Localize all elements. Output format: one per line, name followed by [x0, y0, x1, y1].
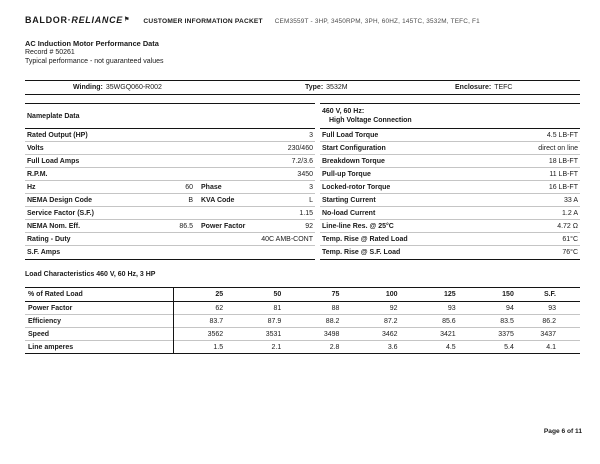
- row-value: 3450: [297, 170, 313, 178]
- cell-value: 3562: [207, 330, 224, 338]
- performance-note: Typical performance - not guaranteed values: [25, 58, 164, 65]
- cell-value: 83.5: [500, 317, 514, 325]
- cell-value: 83.7: [209, 317, 224, 325]
- row-mid-value: B: [188, 196, 193, 204]
- row-label: Hz: [27, 183, 36, 191]
- row-label-2: Phase: [201, 183, 222, 191]
- reliance-flag-icon: ⚑: [124, 17, 130, 23]
- column-header: S.F.: [543, 291, 556, 298]
- cell-value: 3.6: [387, 343, 398, 351]
- baldor-reliance-logo: [25, 15, 129, 25]
- column-header: 50: [273, 291, 282, 298]
- row-value: 18 LB-FT: [548, 157, 578, 165]
- row-value: 230/460: [287, 144, 313, 152]
- nameplate-section: [25, 103, 580, 260]
- hv-header-line1: 460 V, 60 Hz:: [322, 108, 365, 115]
- row-value: 11 LB-FT: [549, 170, 578, 178]
- winding-label: Winding:: [73, 84, 103, 91]
- cell-value: 94: [506, 304, 514, 312]
- nameplate-data-table: [25, 103, 315, 260]
- cell-value: 92: [389, 304, 398, 312]
- type-value: 3532M: [326, 84, 348, 91]
- brand-baldor: BALDOR: [25, 15, 68, 25]
- cell-value: 3437: [540, 330, 556, 338]
- table-row: [320, 220, 580, 233]
- table-row: [320, 129, 580, 142]
- table-row: [320, 181, 580, 194]
- row-label: Service Factor (S.F.): [27, 209, 94, 217]
- row-mid-value: 60: [185, 183, 193, 191]
- winding-value: 35WGQ060-R002: [105, 84, 162, 91]
- row-value: 3: [309, 131, 313, 139]
- nameplate-header-text: Nameplate Data: [27, 112, 80, 120]
- row-label: Volts: [27, 144, 44, 152]
- packet-title: CUSTOMER INFORMATION PACKET: [143, 18, 263, 25]
- row-value: 4.5 LB-FT: [546, 131, 578, 139]
- column-header: 125: [444, 291, 456, 298]
- cell-value: 3421: [440, 330, 456, 338]
- table-row: [320, 233, 580, 246]
- winding-summary-bar: [25, 80, 580, 95]
- row-label: Temp. Rise @ Rated Load: [322, 235, 408, 243]
- row-value: 4.72 Ω: [557, 222, 578, 230]
- cell-value: 87.2: [383, 317, 398, 325]
- row-label-2: Power Factor: [201, 222, 246, 230]
- hv-header-line2: High Voltage Connection: [329, 117, 412, 124]
- row-label: No-load Current: [322, 209, 376, 217]
- enclosure-field: [455, 81, 512, 94]
- row-label: Breakdown Torque: [322, 157, 385, 165]
- cell-value: 4.5: [445, 343, 456, 351]
- brand-separator: ·: [67, 15, 72, 25]
- table-row: [320, 246, 580, 259]
- column-header: 150: [502, 291, 514, 298]
- row-label-2: KVA Code: [201, 196, 235, 204]
- winding-field: [73, 81, 162, 94]
- row-label: Line-line Res. @ 25°C: [322, 222, 394, 230]
- row-label: NEMA Design Code: [27, 196, 93, 204]
- cell-value: 1.5: [213, 343, 224, 351]
- cell-value: 5.4: [504, 343, 514, 351]
- table-row: [25, 315, 580, 328]
- cell-value: 2.8: [329, 343, 340, 351]
- row-value: direct on line: [538, 144, 578, 152]
- cell-value: 93: [447, 304, 456, 312]
- table-row: [25, 246, 315, 259]
- row-value: 40C AMB-CONT: [261, 235, 313, 243]
- row-label: Full Load Amps: [27, 157, 80, 165]
- table-row: [320, 168, 580, 181]
- record-number: Record # 50261: [25, 49, 75, 56]
- enclosure-label: Enclosure:: [455, 84, 492, 91]
- table-header-row: [25, 288, 580, 302]
- row-label: R.P.M.: [27, 170, 48, 178]
- brand-reliance: RELIANCE: [71, 15, 124, 25]
- load-characteristics-table: [25, 287, 580, 354]
- row-label: Temp. Rise @ S.F. Load: [322, 249, 401, 256]
- table-row: [320, 194, 580, 207]
- type-field: [305, 81, 348, 94]
- cell-value: 3375: [498, 330, 514, 338]
- type-label: Type:: [305, 84, 324, 91]
- cell-value: 93: [548, 304, 556, 312]
- table-row: [25, 181, 315, 194]
- cell-value: 4.1: [546, 343, 556, 351]
- cell-value: 3531: [265, 330, 282, 338]
- row-label: Efficiency: [25, 315, 173, 328]
- row-label: S.F. Amps: [27, 249, 61, 256]
- row-value: 33 A: [563, 196, 578, 204]
- table-row: [25, 207, 315, 220]
- table-row: [320, 142, 580, 155]
- table-row: [25, 302, 580, 315]
- table-row: [320, 207, 580, 220]
- table-row: [25, 233, 315, 246]
- row-value: 16 LB-FT: [548, 183, 578, 191]
- document-header: [25, 15, 582, 25]
- cell-value: 88: [331, 304, 340, 312]
- row-label: Rated Output (HP): [27, 131, 88, 139]
- table-row: [25, 328, 580, 341]
- row-label: Pull-up Torque: [322, 170, 371, 178]
- table-row: [25, 155, 315, 168]
- high-voltage-connection-table: [320, 103, 580, 260]
- row-label: Locked-rotor Torque: [322, 183, 391, 191]
- nameplate-table-header: [25, 104, 315, 129]
- row-label: Full Load Torque: [322, 131, 379, 139]
- row-value: 1.2 A: [562, 209, 578, 217]
- row-value: 76°C: [562, 249, 578, 256]
- table-row: [25, 129, 315, 142]
- cell-value: 62: [215, 304, 224, 312]
- row-value: 61°C: [562, 235, 578, 243]
- row-value: 7.2/3.6: [291, 157, 313, 165]
- cell-value: 86.2: [542, 317, 556, 325]
- row-mid-value: 86.5: [179, 222, 193, 230]
- cell-value: 81: [273, 304, 282, 312]
- column-header: 25: [215, 291, 224, 298]
- table-row: [25, 168, 315, 181]
- row-value: L: [309, 196, 313, 204]
- cell-value: 3462: [381, 330, 398, 338]
- table-row: [320, 155, 580, 168]
- table-row: [25, 142, 315, 155]
- table-row: [25, 341, 580, 354]
- motor-model-summary: CEM3559T - 3HP, 3450RPM, 3PH, 60HZ, 145TC, 3532M, TEFC, F1: [274, 18, 480, 25]
- row-label: Line amperes: [25, 341, 173, 354]
- column-header: 100: [385, 291, 398, 298]
- cell-value: 87.9: [267, 317, 282, 325]
- row-label: Rating - Duty: [27, 235, 71, 243]
- page-number: Page 6 of 11: [543, 428, 582, 435]
- page-title: AC Induction Motor Performance Data: [25, 39, 159, 48]
- row-label: Starting Current: [322, 196, 376, 204]
- row-value: 1.15: [299, 209, 313, 217]
- high-voltage-table-header: [320, 104, 580, 129]
- column-header: 75: [331, 291, 340, 298]
- cell-value: 85.6: [442, 317, 456, 325]
- row-value: 92: [305, 222, 313, 230]
- cell-value: 88.2: [325, 317, 340, 325]
- row-label: Speed: [25, 328, 173, 341]
- table-row: [25, 194, 315, 207]
- cell-value: 2.1: [271, 343, 282, 351]
- enclosure-value: TEFC: [494, 84, 513, 91]
- column-header: % of Rated Load: [25, 288, 173, 302]
- row-value: 3: [309, 183, 313, 191]
- title-block: [25, 39, 164, 66]
- row-label: NEMA Nom. Eff.: [27, 222, 81, 230]
- row-label: Power Factor: [25, 302, 173, 315]
- row-label: Start Configuration: [322, 144, 386, 152]
- table-row: [25, 220, 315, 233]
- cell-value: 3498: [323, 330, 340, 338]
- load-characteristics-title: Load Characteristics 460 V, 60 Hz, 3 HP: [25, 271, 156, 278]
